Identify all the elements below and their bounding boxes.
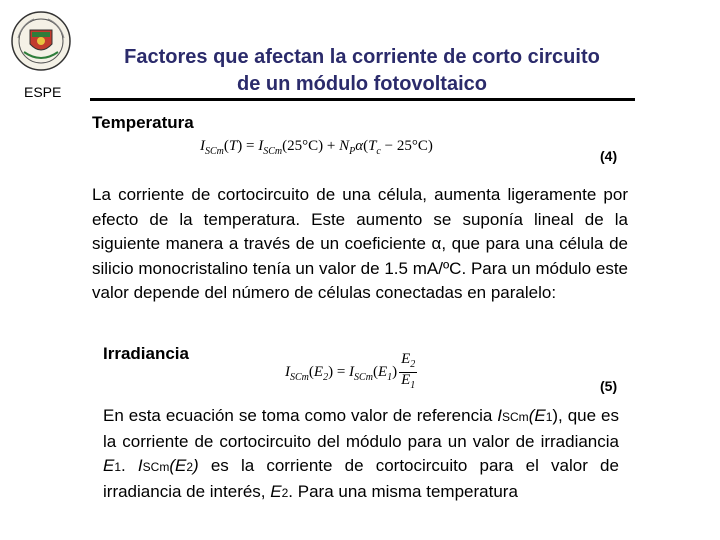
logo-caption: ESPE [24,84,62,100]
irradiance-paragraph: En esta ecuación se toma como valor de referencia ISCm(E1), que es la corriente de cortocircuito del módulo para un valor de irradiancia E1. ISCm(E2) es la corriente de cortocircuito para el valor de irradiancia de interés, E2. Para una misma temperatura [103,406,619,501]
equation-number-4: (4) [600,148,618,164]
page-title: Factores que afectan la corriente de corto circuito de un módulo fotovoltaico [124,46,600,95]
temperature-equation: $I_{SCm}(T) = I_{SCm}(25^\circ C) + N_P\alpha(T_c - 25^\circ C)$ [200,138,433,157]
irradiance-heading: Irradiancia [103,344,189,363]
temperature-paragraph: La corriente de cortocircuito de una célula, aumenta ligeramente por efecto de la temperatura. Este aumento se suponía lineal de la siguiente manera a través de un coeficiente α, que para una célula de silicio monocristalino tenía un valor de 1.5 mA/ºC. Para un módulo este valor depende del número de células conectadas en paralelo: [92,185,628,302]
temperature-heading: Temperatura [92,113,194,132]
title-divider [90,98,635,101]
university-seal-icon [10,10,72,72]
equation-number-5: (5) [600,378,618,394]
irradiance-equation: $I_{SCm}(E_2) = I_{SCm}(E_1)$ $\frac{E_2}{E_1}$ [285,351,416,391]
